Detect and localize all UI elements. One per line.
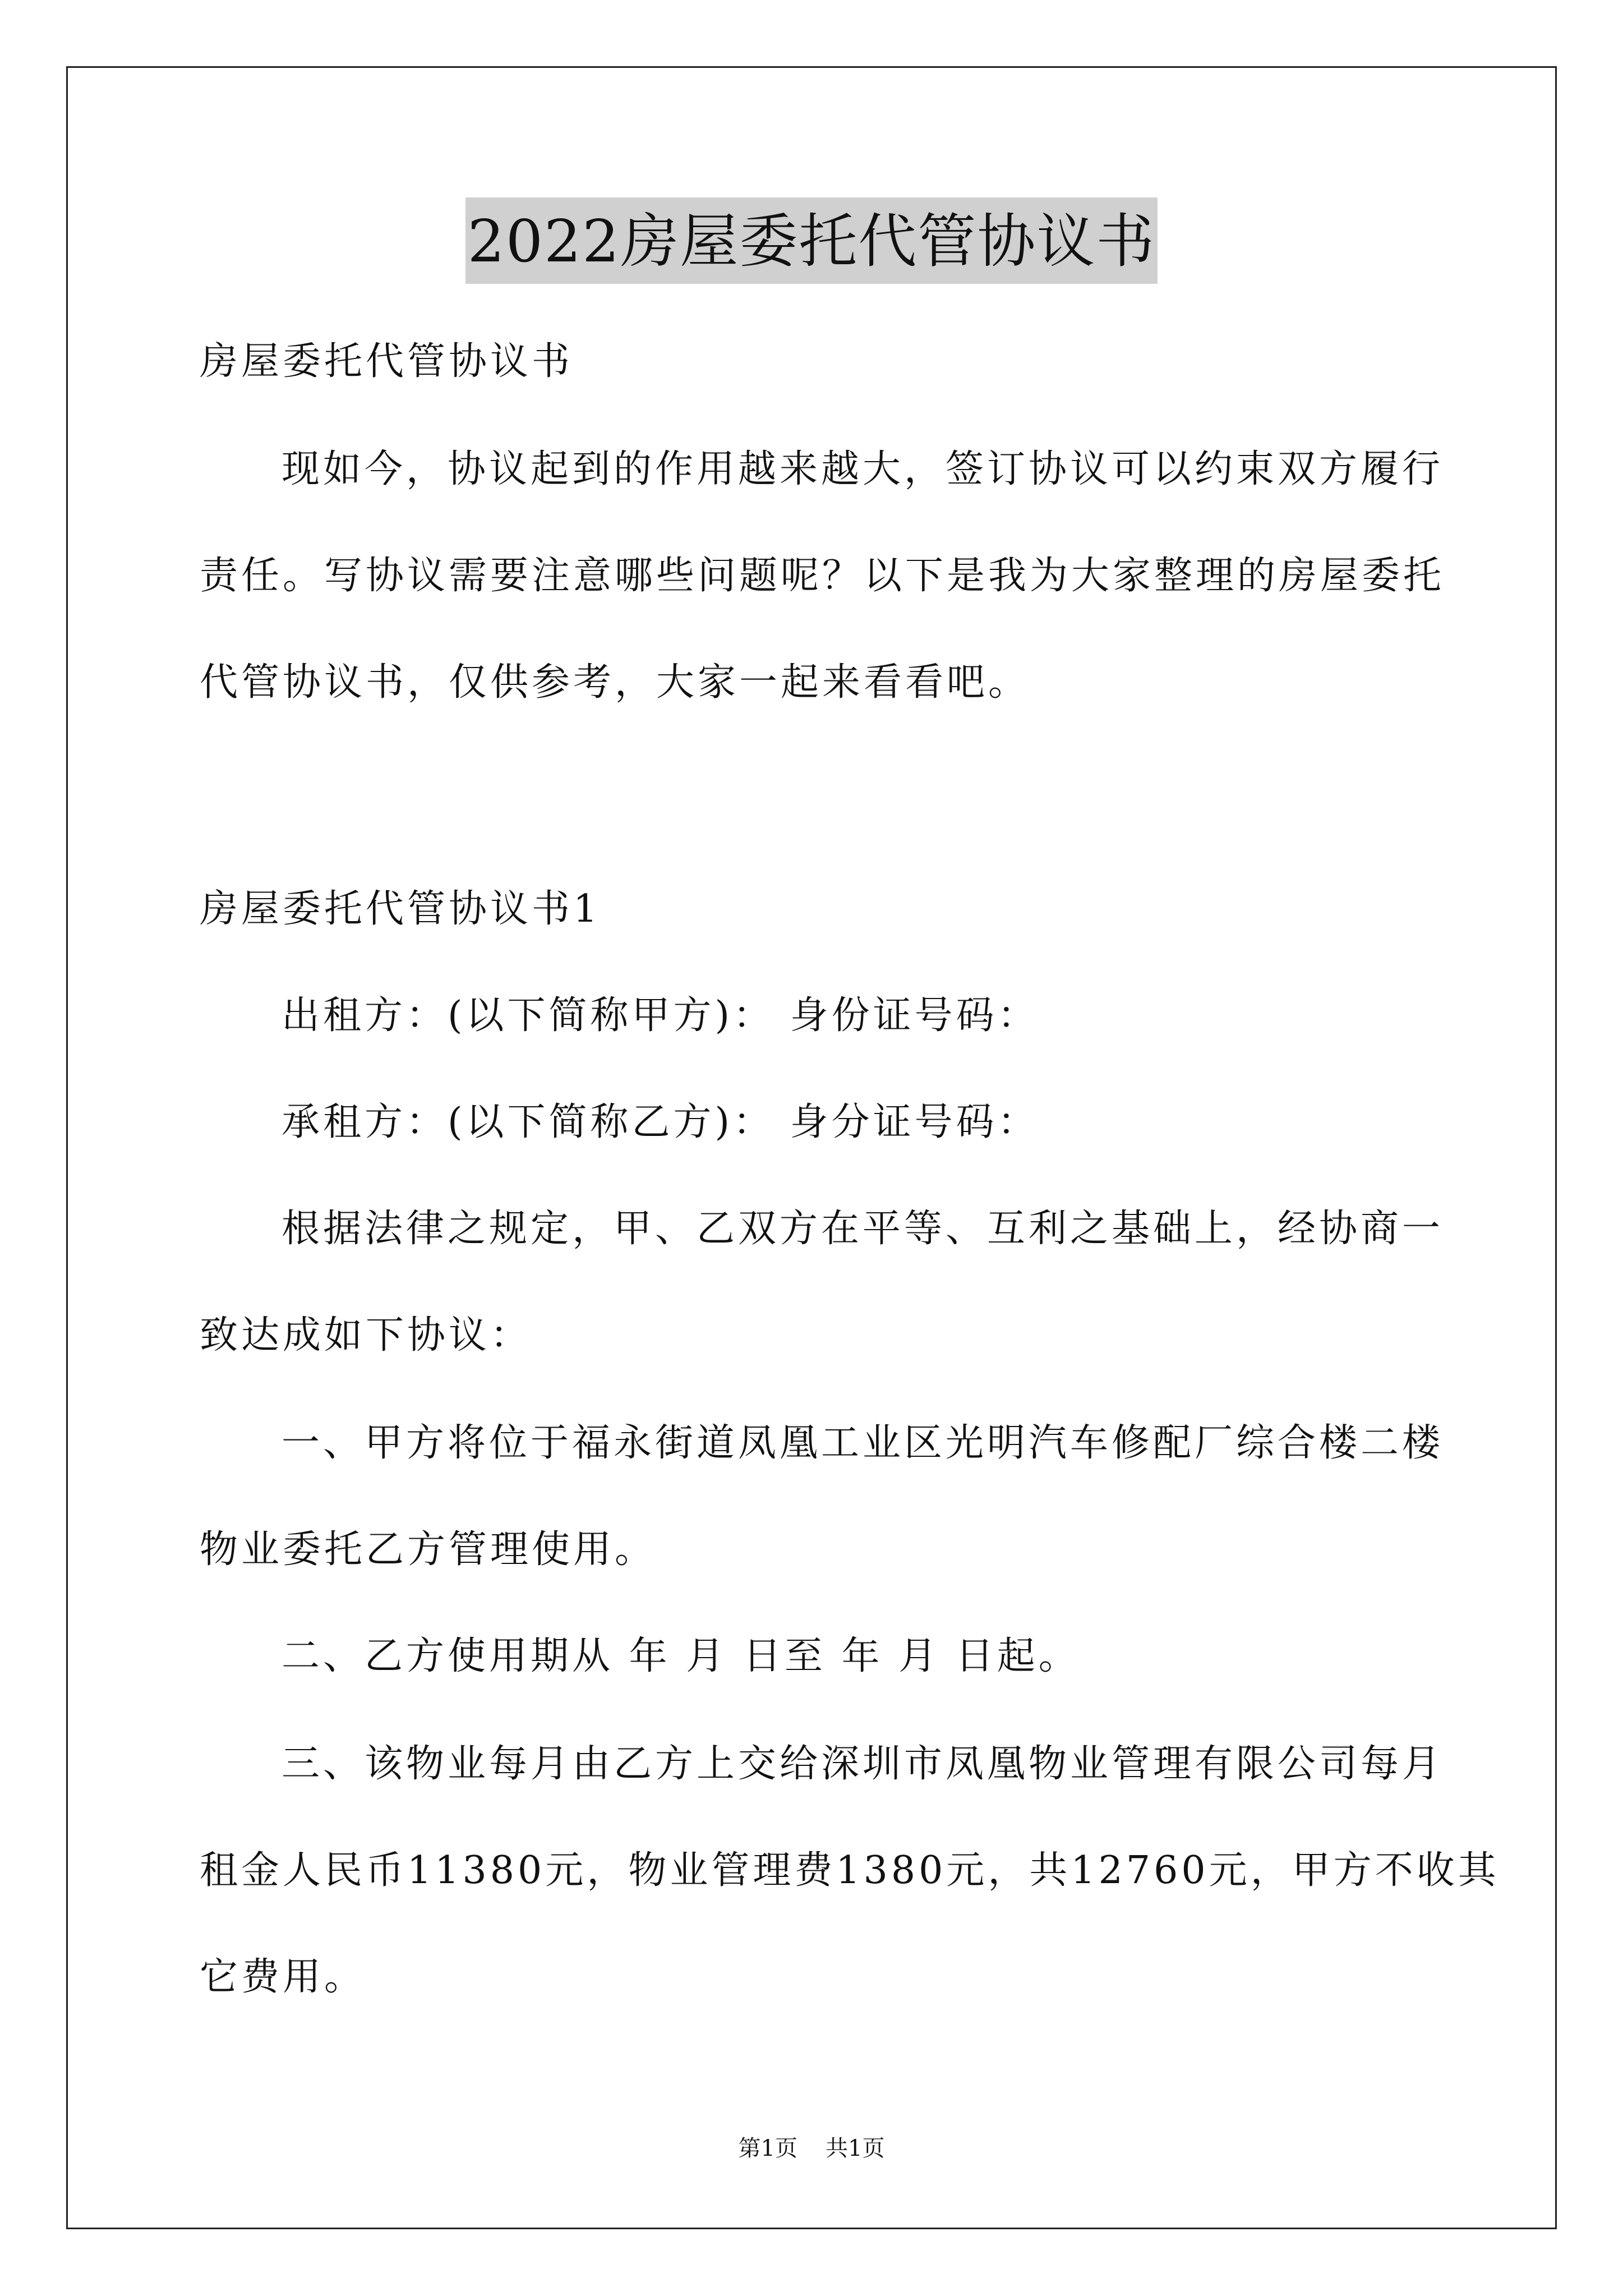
page-footer bbox=[0, 2134, 1623, 2162]
lessee-line: 承租方：(以下简称乙方)： 身分证号码： bbox=[282, 1100, 1039, 1144]
document-title-text: 2022房屋委托代管协议书 bbox=[465, 197, 1158, 284]
preamble-line-2: 致达成如下协议： bbox=[200, 1313, 532, 1358]
page-total: 共1页 bbox=[826, 2136, 885, 2161]
document-subtitle: 房屋委托代管协议书 bbox=[200, 339, 574, 384]
clause-3-line-3: 它费用。 bbox=[200, 1955, 366, 1999]
clause-3-line-1: 三、该物业每月由乙方上交给深圳市凤凰物业管理有限公司每月 bbox=[282, 1742, 1444, 1786]
clause-1-line-2: 物业委托乙方管理使用。 bbox=[200, 1527, 657, 1572]
intro-line-3: 代管协议书，仅供参考，大家一起来看看吧。 bbox=[200, 660, 1030, 705]
clause-2-line-1: 二、乙方使用期从 年 月 日至 年 月 日起。 bbox=[282, 1634, 1080, 1678]
clause-1-line-1: 一、甲方将位于福永街道凤凰工业区光明汽车修配厂综合楼二楼 bbox=[282, 1421, 1444, 1465]
preamble-line-1: 根据法律之规定，甲、乙双方在平等、互利之基础上，经协商一 bbox=[282, 1207, 1444, 1251]
lessor-line: 出租方：(以下简称甲方)： 身份证号码： bbox=[282, 993, 1039, 1038]
page-number: 第1页 bbox=[738, 2136, 797, 2161]
clause-3-line-2: 租金人民币11380元，物业管理费1380元，共12760元，甲方不收其 bbox=[200, 1848, 1500, 1893]
section-heading: 房屋委托代管协议书1 bbox=[200, 887, 601, 931]
intro-line-1: 现如今，协议起到的作用越来越大，签订协议可以约束双方履行 bbox=[282, 447, 1444, 491]
document-title bbox=[0, 197, 1623, 284]
intro-line-2: 责任。写协议需要注意哪些问题呢？以下是我为大家整理的房屋委托 bbox=[200, 554, 1445, 598]
page-border bbox=[66, 66, 1557, 2229]
